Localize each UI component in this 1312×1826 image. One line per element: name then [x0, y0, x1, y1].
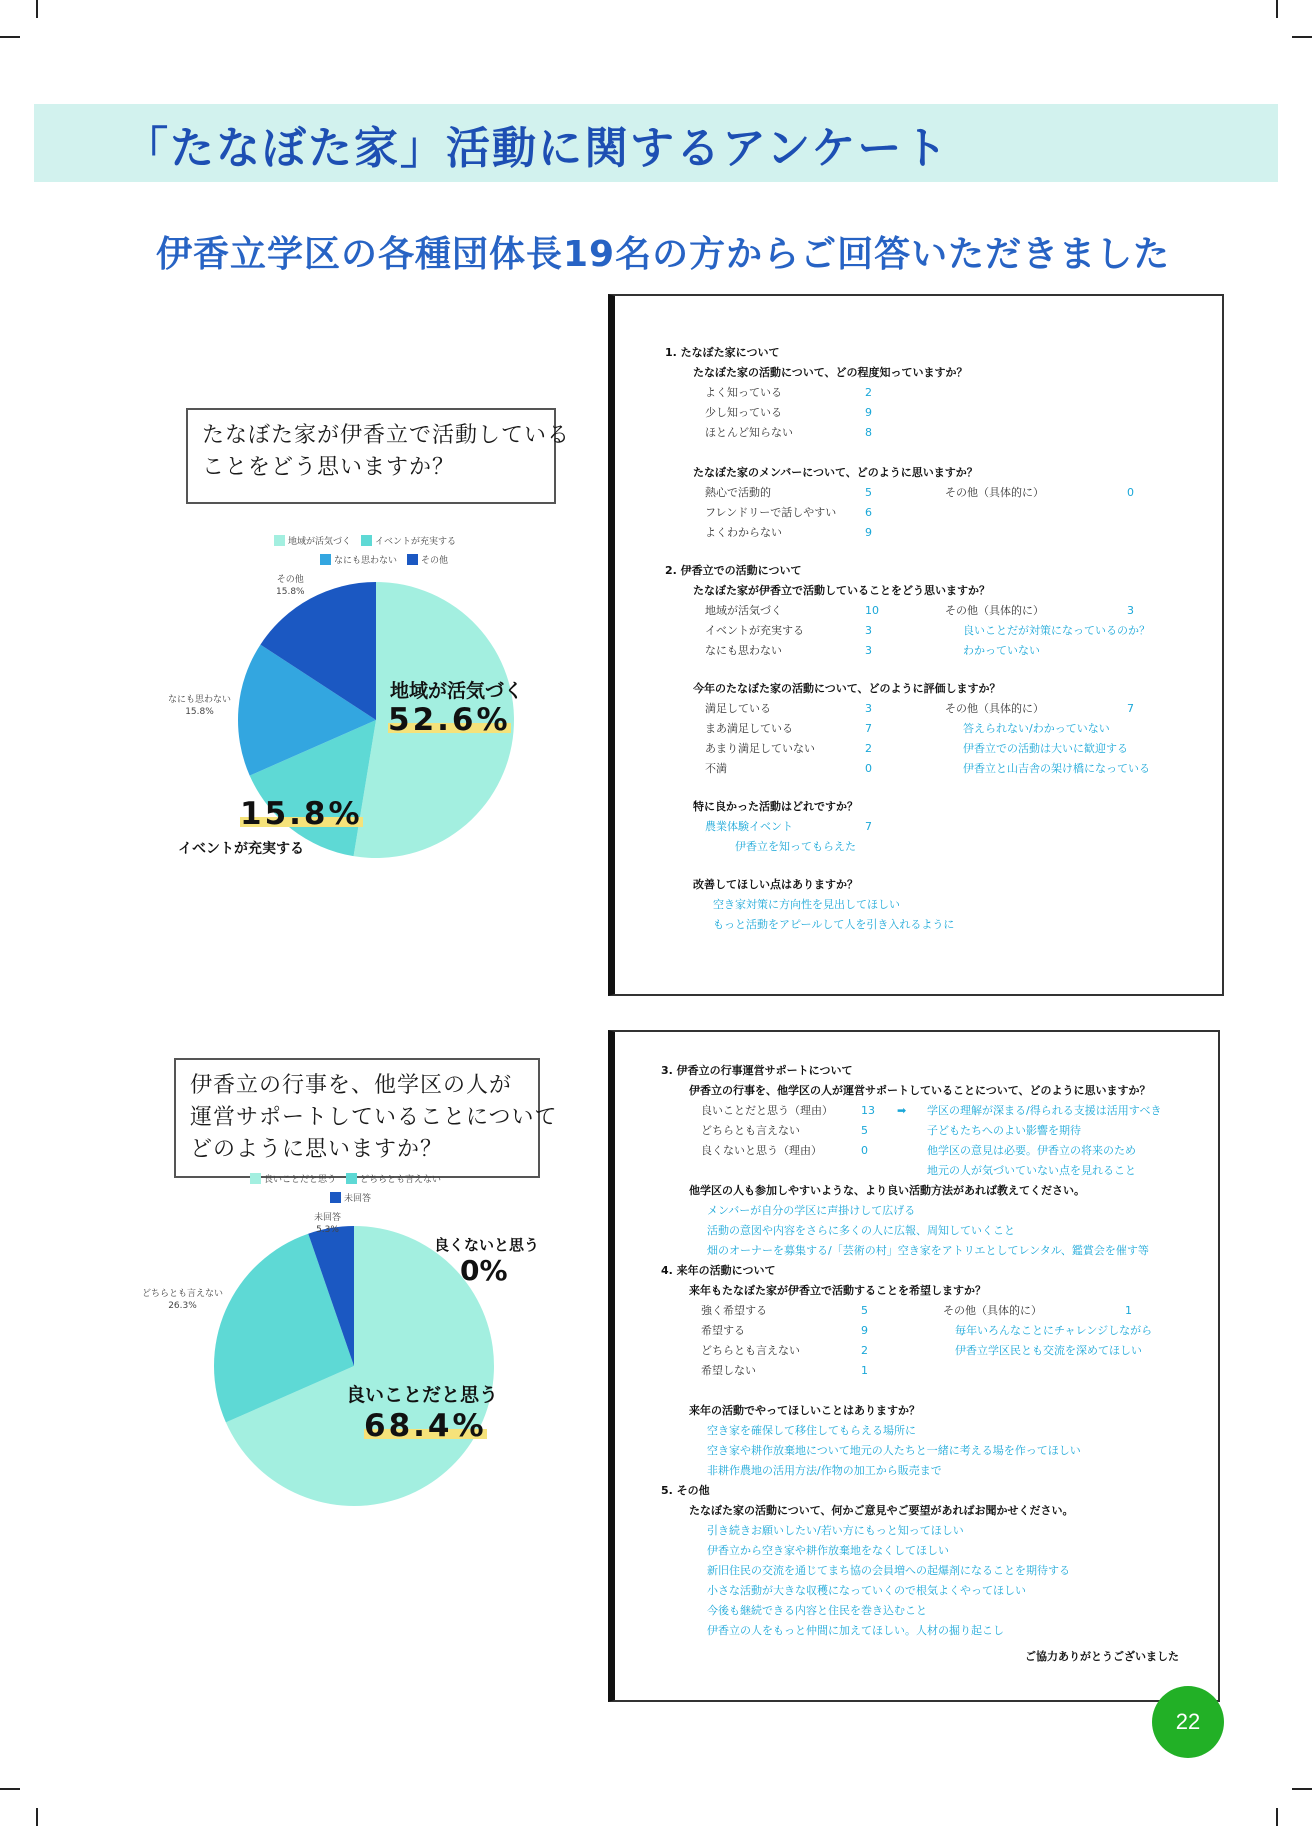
option: 熱心で活動的	[705, 486, 771, 499]
count: 3	[865, 644, 872, 657]
chart2-pie	[212, 1224, 499, 1508]
option: イベントが充実する	[705, 624, 804, 637]
count: 0	[1127, 486, 1134, 499]
count: 2	[865, 386, 872, 399]
count: 7	[865, 722, 872, 735]
question: たなぼた家のメンバーについて、どのように思いますか？	[693, 466, 978, 479]
option: 農業体験イベント	[705, 820, 793, 833]
arrow-icon: ➡	[897, 1104, 907, 1117]
option: 少し知っている	[705, 406, 782, 419]
crop-mark	[1292, 36, 1312, 38]
count: 9	[865, 526, 872, 539]
comment: 非耕作農地の活用方法/作物の加工から販売まで	[707, 1464, 942, 1477]
option: その他（具体的に）	[945, 604, 1044, 617]
chart1-event-label: イベントが充実する	[178, 841, 304, 857]
comment: 地元の人が気づいていない点を見れること	[927, 1164, 1136, 1177]
comment: 小さな活動が大きな収穫になっていくので根気よくやってほしい	[707, 1584, 1026, 1597]
chart1-main-pct: 52.6%	[388, 702, 511, 738]
crop-mark	[36, 1808, 38, 1826]
legend-item: 未回答	[330, 1191, 371, 1204]
comment: 引き続きお願いしたい/若い方にもっと知ってほしい	[707, 1524, 964, 1537]
comment: わかっていない	[963, 644, 1040, 657]
question: 改善してほしい点はありますか？	[693, 878, 858, 891]
option: 強く希望する	[701, 1304, 767, 1317]
comment: 伊香立を知ってもらえた	[735, 840, 856, 853]
survey-panel-2	[608, 1030, 1220, 1702]
count: 7	[865, 820, 872, 833]
chart1-main-label: 地域が活気づく	[390, 680, 524, 702]
question-line: 運営サポートしていることについて	[190, 1105, 558, 1130]
question: 来年もたなぼた家が伊香立で活動することを希望しますか？	[689, 1284, 986, 1297]
count: 10	[865, 604, 879, 617]
crop-mark	[1276, 1808, 1278, 1826]
comment: 伊香立の人をもっと仲間に加えてほしい。人材の掘り起こし	[707, 1624, 1004, 1637]
section-heading: 5. その他	[661, 1484, 710, 1497]
count: 9	[861, 1324, 868, 1337]
crop-mark	[36, 0, 38, 18]
question-line: たなぼた家が伊香立で活動している	[202, 423, 571, 448]
count: 13	[861, 1104, 875, 1117]
option: まあ満足している	[705, 722, 793, 735]
survey-panel-1	[608, 294, 1224, 996]
comment: 空き家を確保して移住してもらえる場所に	[707, 1424, 916, 1437]
option: 満足している	[705, 702, 771, 715]
chart2-question	[174, 1058, 558, 1178]
chart2-legend	[250, 1172, 441, 1210]
option: その他（具体的に）	[945, 702, 1044, 715]
crop-mark	[0, 36, 20, 38]
comment: 伊香立と山吉舎の架け橋になっている	[963, 762, 1150, 775]
option: ほとんど知らない	[705, 426, 793, 439]
option: 地域が活気づく	[705, 604, 782, 617]
count: 2	[865, 742, 872, 755]
option: フレンドリーで話しやすい	[705, 506, 837, 519]
count: 5	[865, 486, 872, 499]
count: 0	[865, 762, 872, 775]
question: 今年のたなぼた家の活動について、どのように評価しますか？	[693, 682, 1001, 695]
question: たなぼた家の活動について、どの程度知っていますか？	[693, 366, 968, 379]
comment: もっと活動をアピールして人を引き入れるように	[713, 918, 955, 931]
section-heading: 4. 来年の活動について	[661, 1264, 776, 1277]
option: 良いことだと思う（理由）	[701, 1104, 833, 1117]
legend-item: どちらとも言えない	[346, 1172, 441, 1185]
count: 5	[861, 1124, 868, 1137]
count: 5	[861, 1304, 868, 1317]
comment: 学区の理解が深まる/得られる支援は活用すべき	[927, 1104, 1162, 1117]
question: たなぼた家の活動について、何かご意見やご要望があればお聞かせください。	[689, 1504, 1074, 1517]
option: どちらとも言えない	[701, 1124, 800, 1137]
count: 3	[865, 702, 872, 715]
count: 8	[865, 426, 872, 439]
comment: 良いことだが対策になっているのか？	[963, 624, 1150, 637]
option: なにも思わない	[705, 644, 782, 657]
comment: 畑のオーナーを募集する/「芸術の村」空き家をアトリエとしてレンタル、鑑賞会を催す等	[707, 1244, 1149, 1257]
chart1-other-label: その他 15.8%	[276, 575, 305, 597]
chart1-nothing-label: なにも思わない 15.8%	[168, 695, 232, 717]
count: 2	[861, 1344, 868, 1357]
legend-item: イベントが充実する	[361, 534, 456, 547]
option: その他（具体的に）	[943, 1304, 1042, 1317]
question: 他学区の人も参加しやすいような、より良い活動方法があれば教えてください。	[689, 1184, 1085, 1197]
chart2-bad-label: 良くないと思う	[434, 1236, 540, 1254]
question: 伊香立の行事を、他学区の人が運営サポートしていることについて、どのように思いますか？	[689, 1084, 1151, 1097]
section-heading: 2. 伊香立での活動について	[665, 564, 802, 577]
comment: 活動の意図や内容をさらに多くの人に広報、周知していくこと	[707, 1224, 1015, 1237]
crop-mark	[1292, 1788, 1312, 1790]
chart2-good-label: 良いことだと思う	[346, 1384, 499, 1406]
comment: 子どもたちへのよい影響を期待	[927, 1124, 1081, 1137]
chart2-bad-pct: 0%	[460, 1254, 508, 1287]
option: 希望する	[701, 1324, 745, 1337]
title-band	[34, 104, 1278, 182]
question-line: どのように思いますか？	[190, 1137, 444, 1162]
count: 1	[861, 1364, 868, 1377]
comment: 空き家や耕作放棄地について地元の人たちと一緒に考える場を作ってほしい	[707, 1444, 1081, 1457]
count: 7	[1127, 702, 1134, 715]
chart2-good-pct: 68.4%	[364, 1408, 487, 1444]
option: 不満	[705, 762, 727, 775]
comment: 毎年いろんなことにチャレンジしながら	[955, 1324, 1153, 1337]
count: 3	[865, 624, 872, 637]
option: よくわからない	[705, 526, 782, 539]
crop-mark	[1276, 0, 1278, 18]
option: 希望しない	[701, 1364, 756, 1377]
thanks-note: ご協力ありがとうございました	[1025, 1650, 1179, 1663]
option: どちらとも言えない	[701, 1344, 800, 1357]
chart1-event-pct: 15.8%	[240, 796, 363, 832]
question: 特に良かった活動はどれですか？	[693, 800, 858, 813]
chart1-question	[186, 408, 571, 504]
section-heading: 3. 伊香立の行事運営サポートについて	[661, 1064, 853, 1077]
comment: 伊香立から空き家や耕作放棄地をなくしてほしい	[707, 1544, 949, 1557]
option: あまり満足していない	[705, 742, 815, 755]
question: たなぼた家が伊香立で活動していることをどう思いますか？	[693, 584, 990, 597]
question-line: 伊香立の行事を、他学区の人が	[190, 1073, 513, 1098]
crop-mark	[0, 1788, 20, 1790]
option: その他（具体的に）	[945, 486, 1044, 499]
count: 6	[865, 506, 872, 519]
question-line: ことをどう思いますか？	[202, 455, 456, 480]
chart2-unanswered-label: 未回答 5.3%	[314, 1213, 342, 1235]
option: 良くないと思う（理由）	[701, 1144, 822, 1157]
comment: 空き家対策に方向性を見出してほしい	[713, 898, 900, 911]
comment: 伊香立での活動は大いに歓迎する	[963, 742, 1128, 755]
comment: 新旧住民の交流を通じてまち協の会員増への起爆剤になることを期待する	[707, 1564, 1070, 1577]
page-subtitle: 伊香立学区の各種団体長19名の方からご回答いただきました	[156, 234, 1171, 275]
legend-item: その他	[407, 553, 448, 566]
legend-item: 良いことだと思う	[250, 1172, 336, 1185]
option: よく知っている	[705, 386, 782, 399]
question: 来年の活動でやってほしいことはありますか？	[689, 1404, 920, 1417]
comment: 伊香立学区民とも交流を深めてほしい	[955, 1344, 1142, 1357]
legend-item: 地域が活気づく	[274, 534, 351, 547]
count: 3	[1127, 604, 1134, 617]
page-number: 22	[1152, 1686, 1224, 1758]
comment: 他学区の意見は必要。伊香立の将来のため	[927, 1144, 1136, 1157]
chart2-neutral-label: どちらとも言えない 26.3%	[142, 1289, 224, 1311]
comment: メンバーが自分の学区に声掛けして広げる	[707, 1204, 916, 1217]
count: 1	[1125, 1304, 1132, 1317]
comment: 今後も継続できる内容と住民を巻き込むこと	[707, 1604, 927, 1617]
section-heading: 1. たなぼた家について	[665, 346, 780, 359]
count: 0	[861, 1144, 868, 1157]
page-title: 「たなぼた家」活動に関するアンケート	[124, 123, 950, 174]
legend-item: なにも思わない	[320, 553, 397, 566]
comment: 答えられない/わかっていない	[963, 722, 1110, 735]
count: 9	[865, 406, 872, 419]
chart1-legend	[274, 534, 456, 572]
